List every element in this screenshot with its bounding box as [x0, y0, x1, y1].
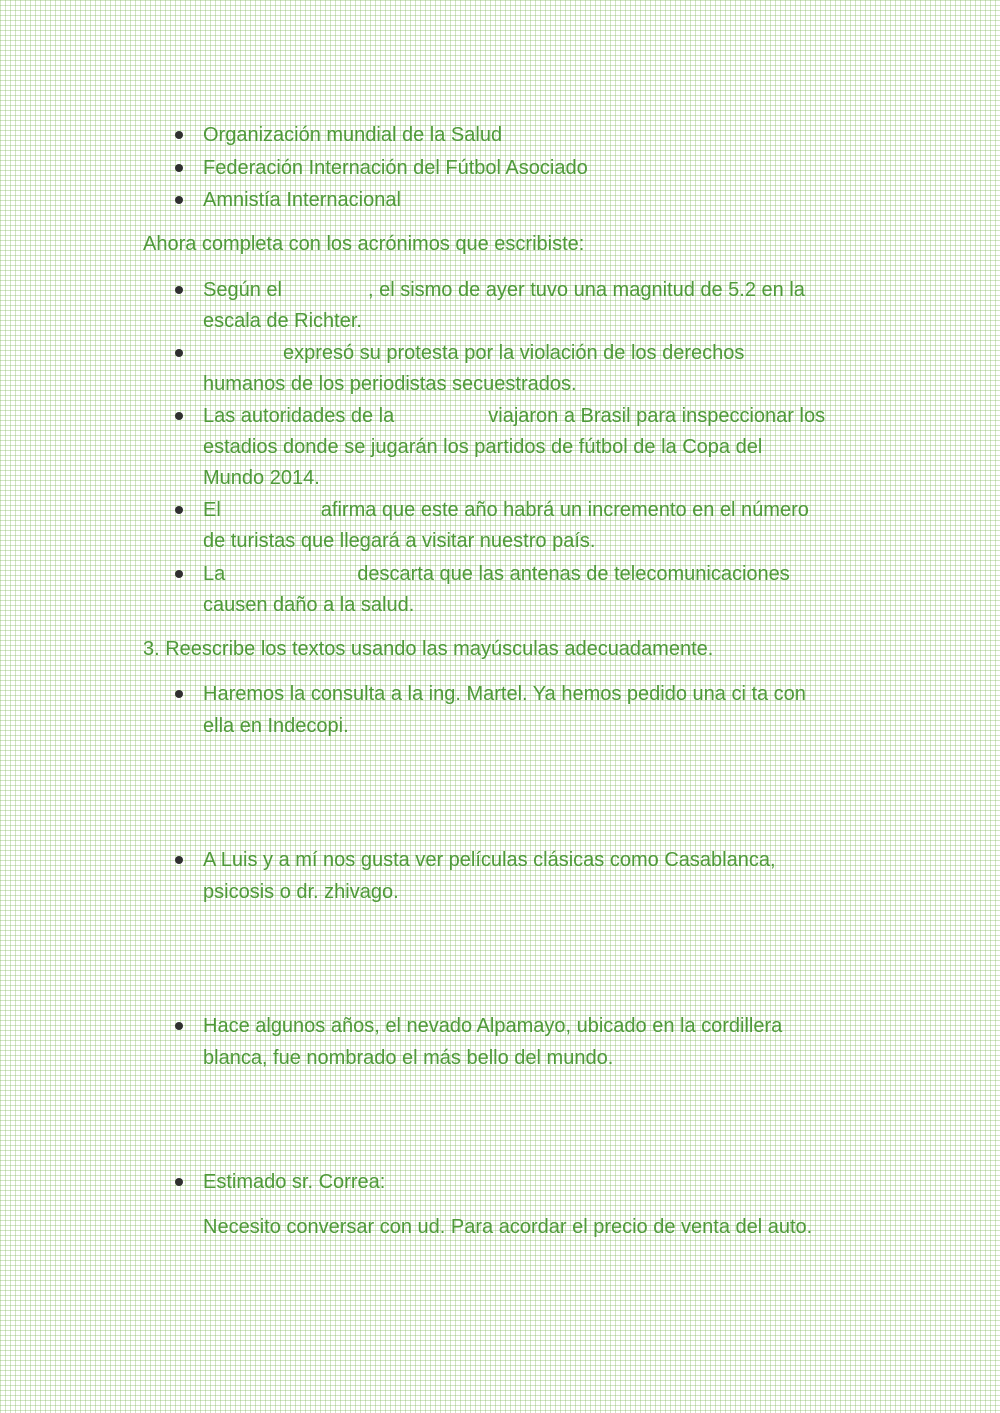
exercise-text: Según el: [203, 279, 282, 301]
bullet-icon: [175, 690, 183, 698]
instruction-text: Ahora completa con los acrónimos que escribiste:: [143, 233, 585, 255]
exercise-line: [203, 561, 790, 587]
exercise-line: psicosis o dr. zhivago.: [203, 881, 399, 903]
exercise-line: estadios donde se jugarán los partidos de fútbol de la Copa del: [203, 436, 763, 458]
bullet-icon: [175, 131, 183, 139]
exercise-line: Necesito conversar con ud. Para acordar el precio de venta del auto.: [203, 1216, 813, 1238]
exercise-line: A Luis y a mí nos gusta ver películas clásicas como Casablanca,: [203, 849, 776, 871]
exercise-line: Haremos la consulta a la ing. Martel. Ya hemos pedido una ci ta con: [203, 683, 806, 705]
exercise-line: Mundo 2014.: [203, 467, 320, 489]
exercise-line: [203, 403, 825, 429]
exercise-line: causen daño a la salud.: [203, 594, 415, 616]
exercise-line: ella en Indecopi.: [203, 715, 349, 737]
bullet-icon: [175, 856, 183, 864]
bullet-icon: [175, 570, 183, 578]
bullet-icon: [175, 506, 183, 514]
acronym-blank[interactable]: [225, 565, 357, 585]
section-heading: 3. Reescribe los textos usando las mayúsculas adecuadamente.: [143, 638, 714, 660]
exercise-text: viajaron a Brasil para inspeccionar los: [488, 405, 826, 427]
bullet-icon: [175, 1022, 183, 1030]
acronym-blank[interactable]: [282, 281, 368, 301]
bullet-icon: [175, 286, 183, 294]
exercise-line: humanos de los periodistas secuestrados.: [203, 373, 577, 395]
exercise-text: La: [203, 563, 226, 585]
exercise-line: escala de Richter.: [203, 310, 362, 332]
exercise-line: Hace algunos años, el nevado Alpamayo, ubicado en la cordillera: [203, 1015, 783, 1037]
list-item: Amnistía Internacional: [203, 189, 401, 211]
bullet-icon: [175, 164, 183, 172]
exercise-line: [203, 340, 744, 366]
exercise-text: El: [203, 499, 221, 521]
acronym-blank[interactable]: [203, 344, 283, 364]
bullet-icon: [175, 349, 183, 357]
exercise-line: Estimado sr. Correa:: [203, 1171, 386, 1193]
exercise-text: , el sismo de ayer tuvo una magnitud de 5.2 en la: [367, 279, 805, 301]
exercise-text: afirma que este año habrá un incremento en el número: [320, 499, 809, 521]
bullet-icon: [175, 412, 183, 420]
exercise-text: expresó su protesta por la violación de los derechos: [283, 342, 745, 364]
list-item: Federación Internación del Fútbol Asociado: [203, 157, 588, 179]
bullet-icon: [175, 1178, 183, 1186]
exercise-line: [203, 497, 809, 523]
exercise-line: de turistas que llegará a visitar nuestro país.: [203, 530, 596, 552]
list-item: Organización mundial de la Salud: [203, 124, 503, 146]
acronym-blank[interactable]: [221, 501, 321, 521]
exercise-line: blanca, fue nombrado el más bello del mundo.: [203, 1047, 614, 1069]
exercise-line: [203, 277, 805, 303]
exercise-text: descarta que las antenas de telecomunicaciones: [357, 563, 790, 585]
bullet-icon: [175, 196, 183, 204]
acronym-blank[interactable]: [394, 407, 488, 427]
exercise-text: Las autoridades de la: [203, 405, 395, 427]
